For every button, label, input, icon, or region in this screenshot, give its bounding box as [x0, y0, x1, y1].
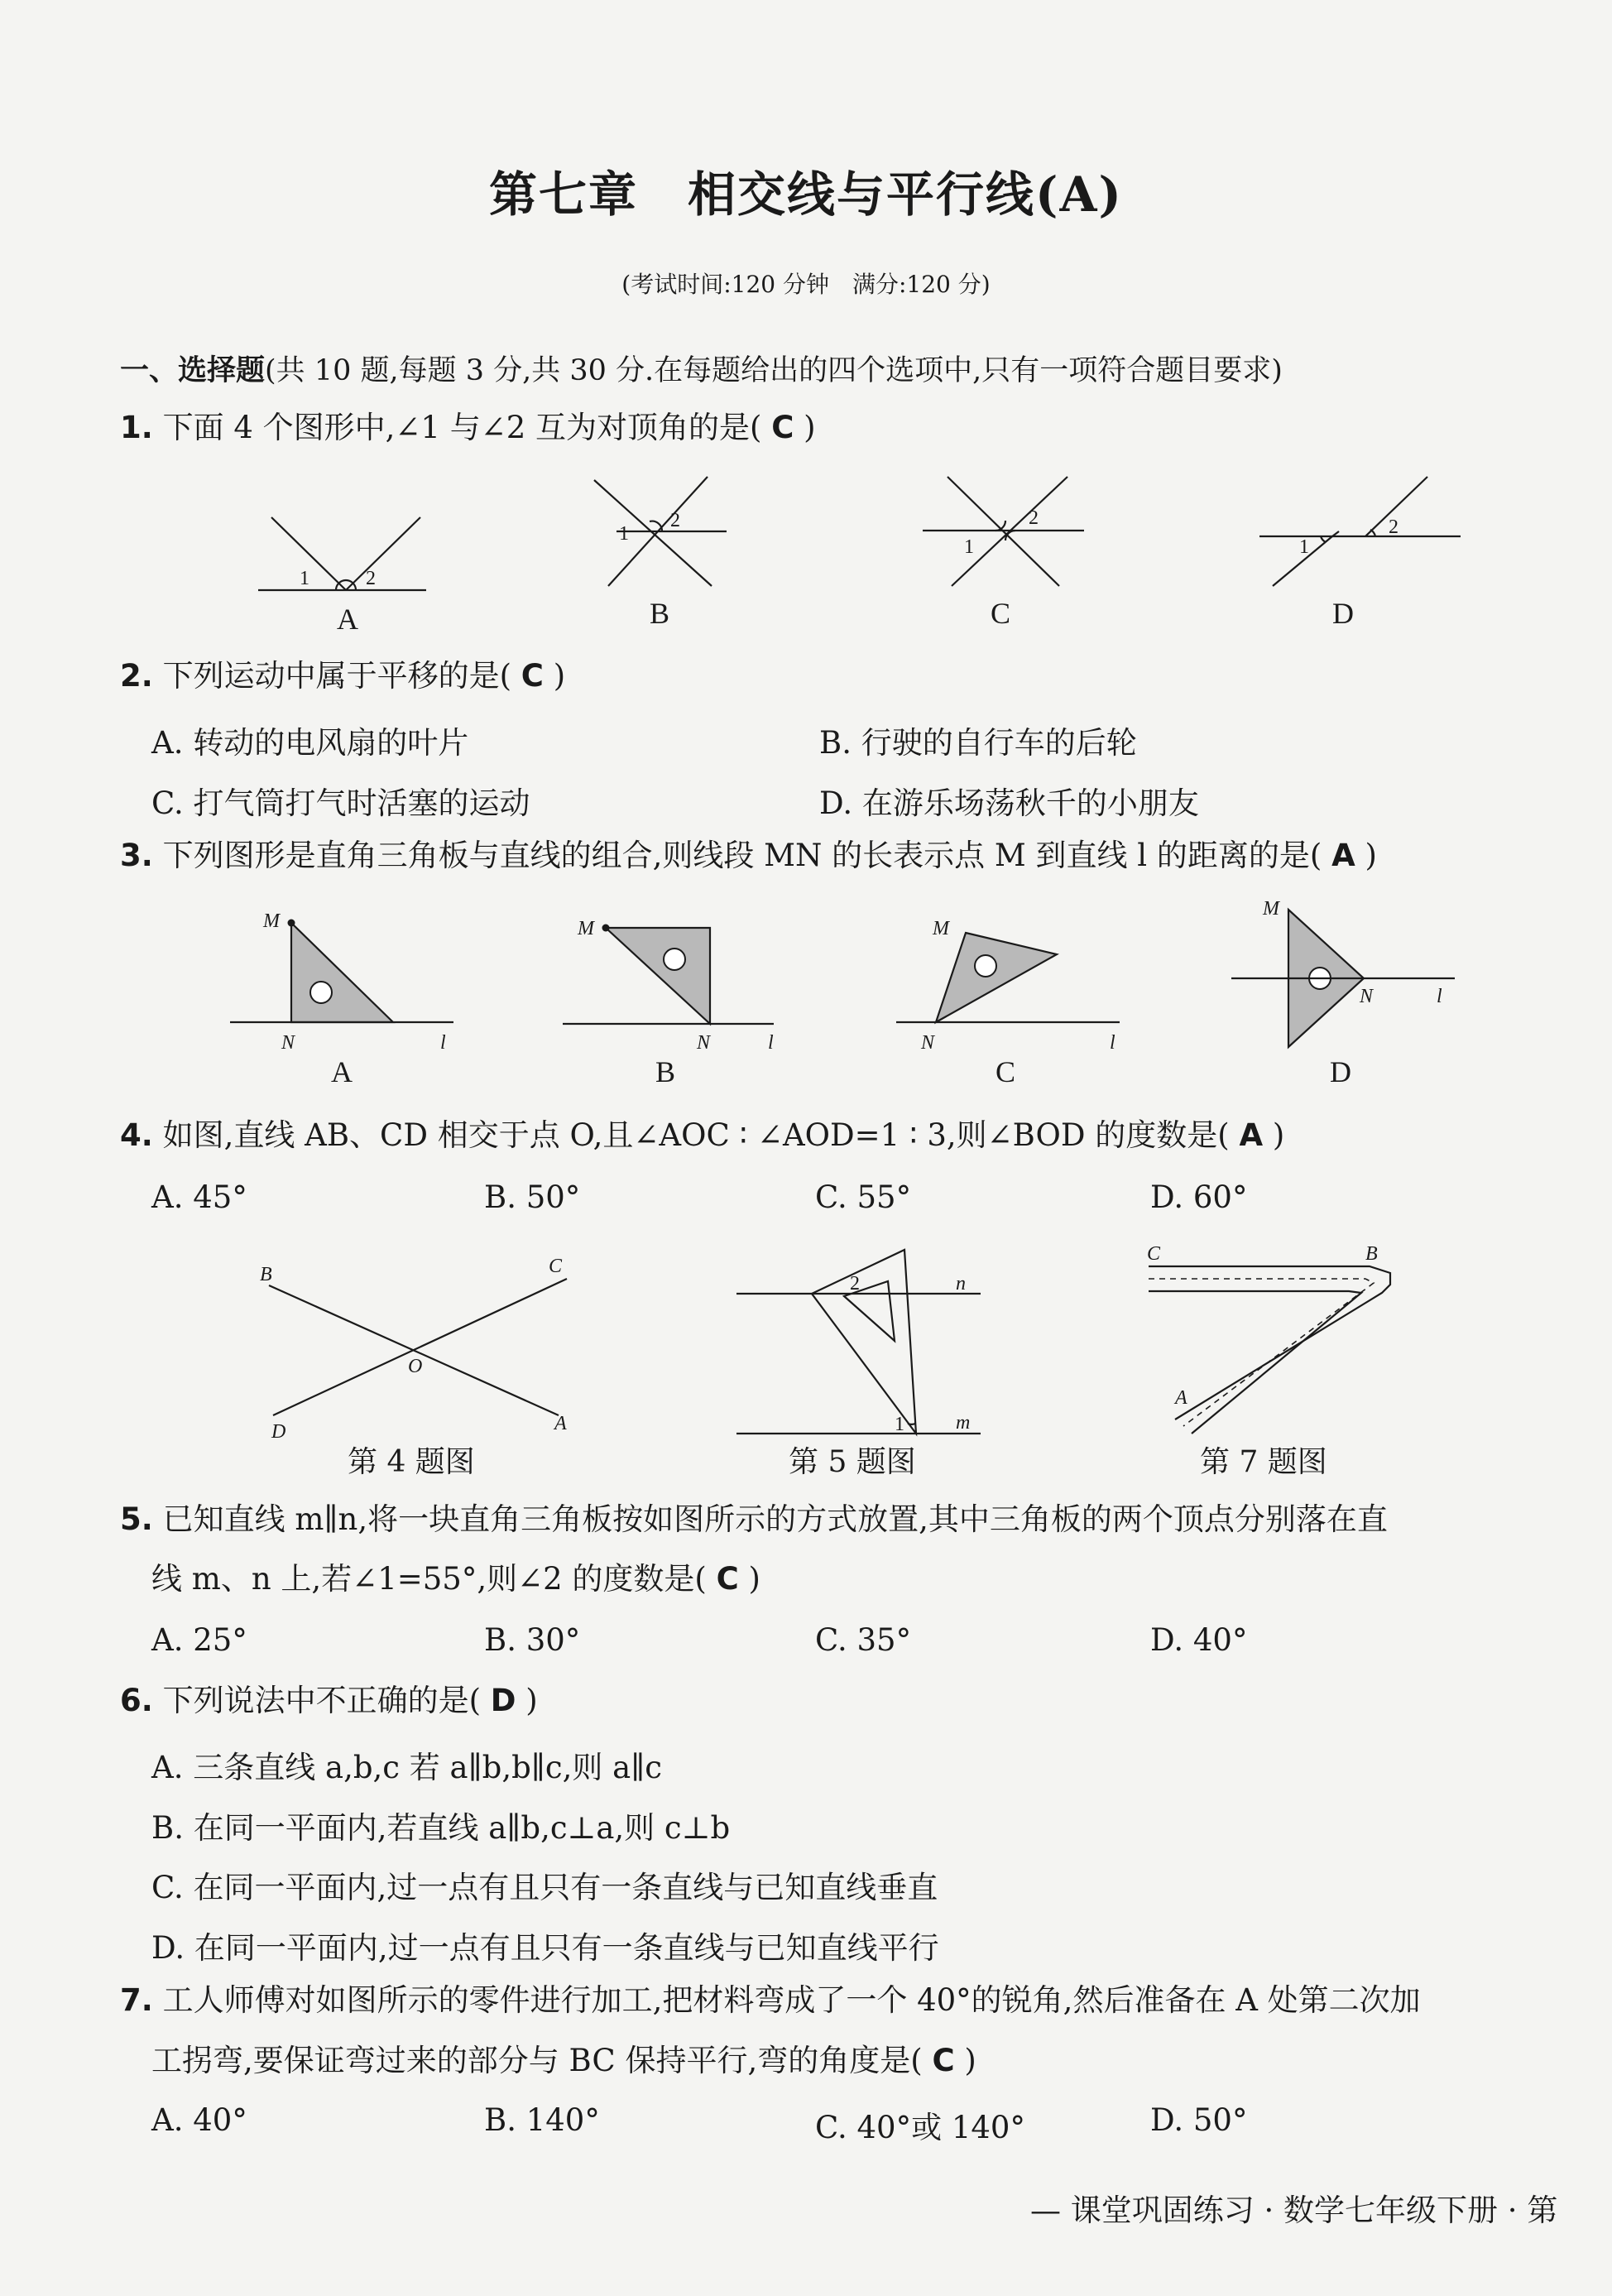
- option-b: B. 30°: [484, 1622, 581, 1658]
- answer: A: [1239, 1117, 1264, 1153]
- option-c: C. 55°: [815, 1179, 912, 1215]
- question-7-line2: [151, 2043, 976, 2079]
- option-c: C. 35°: [815, 1622, 912, 1658]
- label-l: l: [440, 1032, 446, 1054]
- question-7: [120, 1982, 1421, 2019]
- paren-close: ): [804, 410, 816, 445]
- option-a: A. 40°: [151, 2102, 247, 2138]
- option-d: D. 40°: [1150, 1622, 1248, 1658]
- angle-1-label: 1: [895, 1414, 904, 1435]
- question-1: [120, 410, 816, 446]
- page-footer: — 课堂巩固练习 · 数学七年级下册 · 第: [1030, 2193, 1558, 2228]
- label-b: B: [260, 1264, 272, 1285]
- label-c: C: [1147, 1243, 1161, 1265]
- angle-2-label: 2: [670, 510, 680, 531]
- paren-close: ): [525, 1683, 538, 1718]
- question-number: 3.: [120, 838, 153, 873]
- angle-2-label: 2: [366, 568, 376, 589]
- q1-figure-b: [579, 470, 745, 644]
- answer: C: [716, 1561, 739, 1597]
- chapter-title: 第七章 相交线与平行线(A): [489, 166, 1123, 223]
- option-d: D. 60°: [1150, 1179, 1248, 1215]
- option-a: A. 45°: [151, 1179, 247, 1215]
- question-text: 如图,直线 AB、CD 相交于点 O,且∠AOC ∶ ∠AOD=1 ∶ 3,则∠BOD 的度数是(: [162, 1117, 1230, 1153]
- option-c: C. 在同一平面内,过一点有且只有一条直线与已知直线垂直: [151, 1870, 938, 1905]
- caption-c: C: [991, 597, 1011, 630]
- q3-figure-a: [223, 898, 463, 1097]
- label-l: l: [1110, 1032, 1115, 1054]
- label-n: N: [1360, 986, 1374, 1007]
- option-a: A. 三条直线 a,b,c 若 a∥b,b∥c,则 a∥c: [151, 1750, 663, 1785]
- question-text: 下列图形是直角三角板与直线的组合,则线段 MN 的长表示点 M 到直线 l 的距离的是(: [162, 838, 1322, 873]
- question-6: [120, 1683, 538, 1719]
- question-text: 下列运动中属于平移的是(: [162, 658, 512, 694]
- answer: C: [932, 2043, 955, 2078]
- figure-q5: [732, 1242, 997, 1440]
- caption-c: C: [996, 1055, 1016, 1088]
- label-l: l: [768, 1032, 774, 1054]
- option-b: B. 在同一平面内,若直线 a∥b,c⊥a,则 c⊥b: [151, 1810, 731, 1846]
- option-d: D. 50°: [1150, 2102, 1248, 2138]
- caption-fig4: 第 4 题图: [348, 1445, 475, 1479]
- option-b: B. 140°: [484, 2102, 600, 2138]
- paren-close: ): [553, 658, 566, 694]
- angle-1-label: 1: [619, 523, 629, 545]
- option-a: A. 25°: [151, 1622, 247, 1658]
- option-a: A. 转动的电风扇的叶片: [151, 725, 469, 761]
- option-c: C. 40°或 140°: [815, 2110, 1025, 2145]
- option-b: B. 50°: [484, 1179, 581, 1215]
- angle-2-label: 2: [1389, 516, 1399, 538]
- question-number: 2.: [120, 658, 153, 694]
- angle-1-label: 1: [964, 536, 974, 558]
- paren-close: ): [748, 1561, 760, 1597]
- caption-b: B: [655, 1055, 676, 1088]
- paren-close: ): [1365, 838, 1377, 873]
- label-n: N: [921, 1032, 935, 1054]
- label-c: C: [549, 1256, 563, 1277]
- caption-d: D: [1332, 597, 1354, 630]
- answer: D: [490, 1683, 516, 1718]
- angle-1-label: 1: [300, 568, 309, 589]
- question-3: [120, 838, 1377, 874]
- label-m: M: [263, 910, 280, 932]
- label-a: A: [554, 1413, 567, 1434]
- question-text: 下面 4 个图形中,∠1 与∠2 互为对顶角的是(: [162, 410, 762, 445]
- question-5-line2: [151, 1561, 760, 1597]
- question-number: 4.: [120, 1117, 153, 1153]
- answer: C: [771, 410, 794, 445]
- label-n: n: [956, 1273, 966, 1295]
- label-m: M: [1263, 898, 1279, 920]
- answer: A: [1331, 838, 1355, 873]
- question-number: 7.: [120, 1982, 153, 2018]
- label-m: m: [956, 1412, 971, 1434]
- question-text-line1: 已知直线 m∥n,将一块直角三角板按如图所示的方式放置,其中三角板的两个顶点分别落在直: [162, 1501, 1388, 1537]
- label-n: N: [697, 1032, 711, 1054]
- label-o: O: [408, 1356, 423, 1377]
- label-d: D: [271, 1421, 286, 1443]
- section-label: 一、选择题: [120, 353, 266, 387]
- paren-close: ): [964, 2043, 976, 2078]
- caption-b: B: [650, 597, 670, 630]
- question-text: 下列说法中不正确的是(: [162, 1683, 482, 1718]
- question-number: 1.: [120, 410, 153, 445]
- q3-figure-b: [554, 898, 794, 1097]
- option-d: D. 在游乐场荡秋千的小朋友: [819, 785, 1199, 821]
- label-m: M: [933, 918, 949, 939]
- angle-1-label: 1: [1299, 536, 1309, 558]
- question-text-line2: 工拐弯,要保证弯过来的部分与 BC 保持平行,弯的角度是(: [151, 2043, 923, 2078]
- option-d: D. 在同一平面内,过一点有且只有一条直线与已知直线平行: [151, 1930, 939, 1966]
- section-desc: (共 10 题,每题 3 分,共 30 分.在每题给出的四个选项中,只有一项符合题目要求): [265, 354, 1283, 387]
- option-b: B. 行驶的自行车的后轮: [819, 725, 1137, 761]
- label-l: l: [1437, 986, 1442, 1007]
- angle-2-label: 2: [850, 1273, 860, 1295]
- label-b: B: [1365, 1243, 1378, 1265]
- q1-figure-c: [914, 470, 1113, 644]
- q3-figure-d: [1225, 898, 1473, 1097]
- caption-d: D: [1330, 1055, 1351, 1088]
- label-m: M: [578, 918, 594, 939]
- question-text-line1: 工人师傅对如图所示的零件进行加工,把材料弯成了一个 40°的锐角,然后准备在 A 处第二次加: [162, 1982, 1421, 2018]
- question-text-line2: 线 m、n 上,若∠1=55°,则∠2 的度数是(: [151, 1561, 707, 1597]
- label-a: A: [1175, 1387, 1187, 1409]
- label-n: N: [281, 1032, 295, 1054]
- question-number: 6.: [120, 1683, 153, 1718]
- question-5: [120, 1501, 1388, 1538]
- figure-q4: [248, 1246, 596, 1444]
- caption-a: A: [331, 1055, 353, 1088]
- caption-a: A: [337, 603, 358, 636]
- caption-fig7: 第 7 题图: [1200, 1445, 1327, 1479]
- q3-figure-c: [890, 898, 1138, 1097]
- answer: C: [521, 658, 544, 694]
- section-header: [120, 348, 1283, 389]
- q1-figure-a: [248, 505, 439, 646]
- angle-2-label: 2: [1029, 507, 1039, 529]
- caption-fig5: 第 5 题图: [789, 1445, 916, 1479]
- figure-q7: [1142, 1242, 1407, 1440]
- option-c: C. 打气筒打气时活塞的运动: [151, 785, 530, 821]
- question-number: 5.: [120, 1501, 153, 1537]
- question-2: [120, 658, 565, 694]
- question-4: [120, 1117, 1284, 1154]
- exam-info: (考试时间:120 分钟 满分:120 分): [621, 271, 991, 298]
- q1-figure-d: [1250, 470, 1465, 644]
- paren-close: ): [1272, 1117, 1285, 1153]
